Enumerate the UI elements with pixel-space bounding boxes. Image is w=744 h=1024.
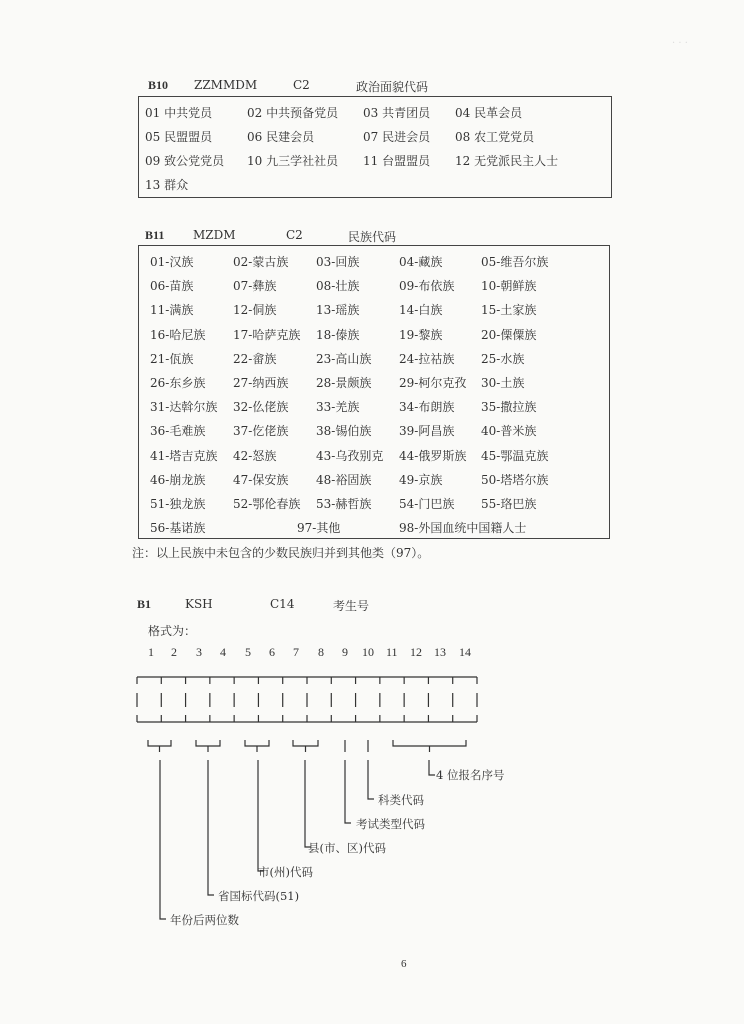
b10-code-cell: 05 民盟盟员: [145, 130, 213, 144]
b10-code-cell: 08 农工党党员: [455, 130, 535, 144]
b1-desc: 考生号: [333, 599, 370, 613]
b11-code-cell: 01-汉族: [150, 255, 194, 269]
b1-format-label: 格式为：: [148, 624, 197, 638]
b1-digit-position: 7: [293, 645, 299, 659]
leader-line: [429, 760, 435, 775]
b11-code-cell: 97-其他: [297, 521, 341, 535]
b1-digit-position: 8: [318, 645, 324, 659]
b10-type: C2: [293, 78, 310, 92]
b11-code-cell: 17-哈萨克族: [233, 327, 301, 342]
b11-code-cell: 37-仡佬族: [233, 424, 289, 439]
b10-code-cell: 07 民进会员: [363, 130, 431, 144]
page-number: 6: [401, 958, 407, 970]
leader-line: [305, 760, 311, 847]
b11-code-cell: 39-阿昌族: [399, 424, 455, 439]
b11-code-cell: 38-锡伯族: [316, 424, 372, 439]
b11-code-cell: 33-羌族: [316, 400, 360, 415]
b11-code-cell: 11-满族: [150, 303, 194, 318]
b11-code-cell: 50-塔塔尔族: [481, 472, 549, 487]
b1-digit-position: 3: [196, 645, 202, 659]
b11-type: C2: [286, 228, 303, 242]
b11-code-cell: 42-怒族: [233, 448, 277, 463]
b10-code-cell: 13 群众: [145, 178, 189, 192]
b11-code-cell: 07-彝族: [233, 279, 277, 294]
group-bracket: [148, 740, 171, 746]
b11-code-cell: 54-门巴族: [399, 497, 455, 511]
group-bracket: [196, 740, 220, 746]
b1-label-city: 市(州)代码: [258, 865, 313, 879]
b1-digit-position: 6: [269, 645, 275, 659]
b11-code-cell: 55-珞巴族: [481, 497, 537, 511]
b11-code-cell: 08-壮族: [316, 279, 360, 294]
b1-label-year: 年份后两位数: [170, 913, 239, 927]
b1-digit-position: 4: [220, 645, 226, 659]
b11-code-cell: 04-藏族: [399, 255, 443, 269]
b11-code-cell: 14-白族: [399, 303, 443, 318]
b11-code-cell: 47-保安族: [233, 472, 289, 487]
b11-field: MZDM: [193, 228, 236, 242]
b11-code-cell: 25-水族: [481, 351, 525, 366]
b11-code-cell: 31-达斡尔族: [150, 400, 218, 415]
b11-code-cell: 49-京族: [399, 472, 443, 487]
b10-code-cell: 04 民革会员: [455, 106, 523, 120]
b11-code: B11: [145, 228, 165, 242]
b10-desc: 政治面貌代码: [356, 80, 429, 94]
b11-code-cell: 44-俄罗斯族: [399, 448, 467, 463]
b11-code-cell: 52-鄂伦春族: [233, 497, 301, 511]
b1-field: KSH: [185, 597, 213, 611]
b11-code-cell: 29-柯尔克孜: [399, 376, 467, 390]
b1-label-province: 省国标代码(51): [218, 889, 300, 903]
b11-code-cell: 03-回族: [316, 255, 360, 269]
b11-code-cell: 53-赫哲族: [316, 497, 372, 511]
b10-code-cell: 03 共青团员: [363, 106, 431, 120]
b11-note: 注：以上民族中未包含的少数民族归并到其他类（97）。: [132, 546, 430, 560]
leader-line: [160, 760, 166, 919]
b11-code-cell: 43-乌孜别克: [316, 448, 384, 463]
b1-digit-position: 5: [245, 645, 251, 659]
b1-label-county: 县(市、区)代码: [308, 841, 386, 855]
b11-code-cell: 24-拉祜族: [399, 351, 455, 366]
b11-code-cell: 12-侗族: [233, 303, 277, 318]
b11-code-cell: 26-东乡族: [150, 376, 206, 390]
b10-code-cell: 12 无党派民主人士: [455, 154, 559, 168]
b11-code-cell: 16-哈尼族: [150, 327, 206, 342]
bleed-through-mark: · · ·: [672, 38, 688, 49]
b11-code-cell: 13-瑶族: [316, 303, 360, 318]
b11-code-cell: 32-仫佬族: [233, 400, 289, 415]
b1-digit-position: 10: [362, 645, 374, 659]
b11-code-cell: 56-基诺族: [150, 521, 206, 535]
b1-label-exam-type: 考试类型代码: [356, 817, 425, 831]
b11-code-cell: 20-傈僳族: [481, 327, 537, 342]
b1-digit-position: 13: [434, 645, 446, 659]
b11-code-cell: 27-纳西族: [233, 376, 289, 390]
b10-code-cell: 02 中共预备党员: [247, 106, 339, 120]
b1-label-seq: 4 位报名序号: [436, 768, 505, 782]
b11-code-cell: 46-崩龙族: [150, 472, 206, 487]
b11-code-cell: 30-土族: [481, 376, 525, 390]
b11-code-cell: 48-裕固族: [316, 472, 372, 487]
b10-code-cell: 10 九三学社社员: [247, 154, 339, 168]
b11-code-cell: 22-畲族: [233, 351, 277, 366]
b11-code-cell: 35-撒拉族: [481, 400, 537, 415]
b11-code-cell: 09-布依族: [399, 279, 455, 294]
b11-code-cell: 18-傣族: [316, 327, 360, 342]
b11-code-cell: 28-景颇族: [316, 376, 372, 390]
b11-code-cell: 41-塔吉克族: [150, 448, 218, 463]
b10-code: B10: [148, 78, 169, 92]
b10-code-cell: 06 民建会员: [247, 130, 315, 144]
b11-code-cell: 02-蒙古族: [233, 255, 289, 269]
b11-code-cell: 10-朝鲜族: [481, 279, 537, 294]
b11-code-cell: 05-维吾尔族: [481, 255, 549, 269]
b11-code-cell: 98-外国血统中国籍人士: [399, 521, 527, 535]
b11-code-cell: 06-苗族: [150, 279, 194, 294]
b11-code-cell: 15-土家族: [481, 303, 537, 318]
leader-line: [345, 760, 351, 823]
b11-code-cell: 51-独龙族: [150, 497, 206, 511]
b1-digit-position: 2: [171, 645, 177, 659]
b1-digit-position: 1: [148, 645, 154, 659]
b1-label-subject: 科类代码: [378, 793, 424, 807]
b11-code-cell: 21-佤族: [150, 351, 194, 366]
b1-digit-position: 14: [459, 645, 471, 659]
b1-code: B1: [137, 597, 152, 611]
leader-line: [258, 760, 264, 871]
b10-code-cell: 11 台盟盟员: [363, 154, 431, 168]
b1-digit-position: 12: [410, 645, 422, 659]
group-bracket: [393, 740, 466, 746]
b1-digit-position: 9: [342, 645, 348, 659]
b11-code-cell: 40-普米族: [481, 424, 537, 439]
b11-code-cell: 34-布朗族: [399, 400, 455, 415]
b11-code-cell: 23-高山族: [316, 351, 372, 366]
b11-code-cell: 45-鄂温克族: [481, 448, 549, 463]
b10-code-cell: 09 致公党党员: [145, 154, 225, 168]
group-bracket: [293, 740, 318, 746]
b11-code-cell: 19-黎族: [399, 327, 443, 342]
group-bracket: [245, 740, 269, 746]
b11-desc: 民族代码: [348, 230, 397, 244]
leader-line: [208, 760, 214, 895]
b10-code-cell: 01 中共党员: [145, 106, 213, 120]
b1-digit-position: 11: [386, 645, 398, 659]
b1-type: C14: [270, 597, 295, 611]
b10-field: ZZMMDM: [194, 78, 258, 92]
b11-code-cell: 36-毛难族: [150, 424, 206, 439]
leader-line: [368, 760, 374, 799]
